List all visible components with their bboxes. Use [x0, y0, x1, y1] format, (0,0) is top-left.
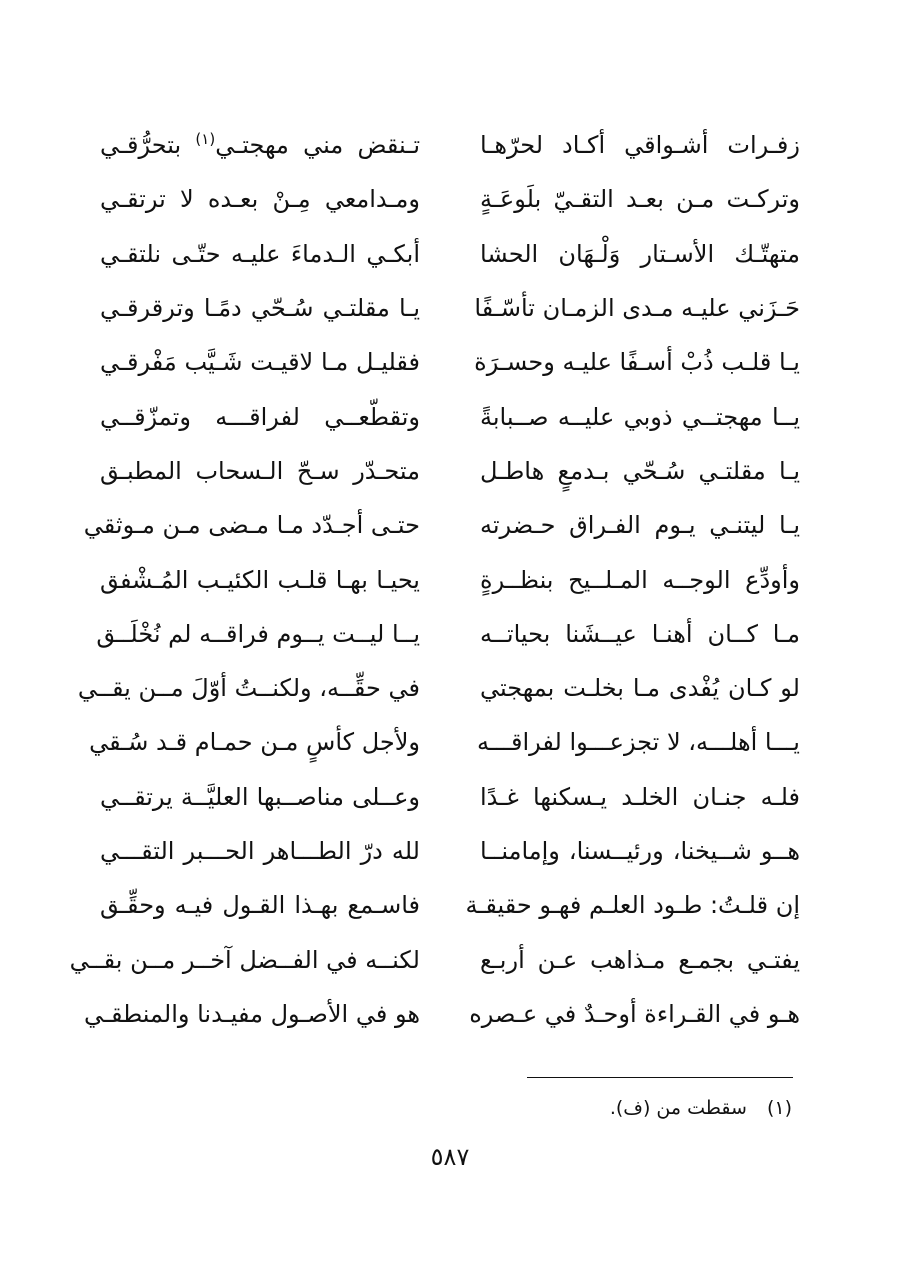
verse: [83, 987, 800, 1041]
second-hemistich: وتقطّعــي لفراقـــه وتمزّقــي: [100, 402, 420, 431]
verse: [100, 552, 800, 606]
first-hemistich: إن قلـتُ: طـود العلـم فهـو حقيقـة: [465, 891, 800, 920]
second-hemistich: فاسـمع بهـذا القـول فيـه وحقِّـق: [100, 891, 420, 920]
first-hemistich: يــا مهجتــي ذوبي عليــه صــبابةً: [480, 402, 800, 431]
footnote-text: سقطت من (ف).: [609, 1097, 747, 1119]
page-number: ٥٨٧: [430, 1143, 470, 1171]
first-hemistich: هـو في القـراءة أوحـدٌ في عـصره: [469, 999, 800, 1028]
verse: [89, 715, 800, 769]
verse: [69, 932, 800, 986]
verse: [77, 661, 800, 715]
second-hemistich: حتـى أجـدّد مـا مـضى مـن مـوثقي: [83, 511, 420, 540]
second-hemistich: يــا ليــت يــوم فراقــه لم نُخْلَــق: [96, 619, 420, 648]
first-hemistich: مـا كــان أهنـا عيــشَنا بحياتــه: [480, 619, 800, 648]
second-hemistich: متحـدّر سـحّ الـسحاب المطبـق: [100, 456, 420, 485]
second-hemistich: فقليـل مـا لاقيـت شَـيَّب مَفْرقـي: [100, 348, 420, 377]
verse: [100, 878, 800, 932]
second-hemistich: ومـدامعي مِـنْ بعـده لا ترتقـي: [100, 185, 420, 214]
footnote: [610, 1092, 792, 1124]
second-hemistich: لله درّ الطـــاهر الحـــبر التقـــي: [100, 837, 420, 865]
hemistich-text: تـنقض مني مهجتـي: [215, 131, 420, 160]
poem: [69, 118, 800, 1041]
first-hemistich: هــو شــيخنا، ورئيــسنا، وإمامنــا: [480, 837, 800, 865]
first-hemistich: لو كـان يُفْدى مـا بخلـت بمهجتي: [480, 674, 800, 703]
first-hemistich: يـــا أهلـــه، لا تجزعـــوا لفراقـــه: [477, 728, 800, 757]
first-hemistich: يـا ليتنـي يـوم الفـراق حـضرته: [480, 511, 800, 540]
verse: [100, 172, 800, 226]
second-hemistich: [100, 125, 420, 165]
second-hemistich: هو في الأصـول مفيـدنا والمنطقـي: [83, 999, 420, 1028]
verse: [96, 607, 800, 661]
footnote-number: (١): [766, 1097, 792, 1119]
first-hemistich: وأودِّع الوجــه المـلــيح بنظــرةٍ: [480, 565, 800, 594]
first-hemistich: زفـرات أشـواقي أكـاد لحرّهـا: [480, 131, 800, 160]
hemistich-text-end: بتحرُّقـي: [100, 131, 196, 160]
first-hemistich: يـا قلـب ذُبْ أسـفًا عليـه وحسـرَة: [474, 348, 800, 377]
verse: [100, 389, 800, 443]
first-hemistich: يـا مقلتـي سُـحّي بـدمعٍ هاطـل: [480, 456, 800, 485]
verse: [100, 444, 800, 498]
verse: [83, 498, 800, 552]
second-hemistich: لكنــه في الفــضل آخــر مــن بقــي: [69, 945, 420, 974]
verse: [100, 824, 800, 878]
second-hemistich: أبكـي الـدماءَ عليـه حتّـى نلتقـي: [100, 239, 420, 268]
verse: [100, 281, 800, 335]
verse: [100, 335, 800, 389]
first-hemistich: فلـه جنـان الخلـد يـسكنها غـدًا: [480, 782, 800, 811]
second-hemistich: ولأجل كأسٍ مـن حمـام قـد سُـقي: [89, 728, 420, 757]
footnote-marker: (١): [195, 130, 216, 149]
second-hemistich: في حقِّــه، ولكنــتُ أوّلَ مــن يقــي: [77, 674, 420, 703]
verse: [100, 227, 800, 281]
footnote-divider: [527, 1077, 793, 1078]
verse: [100, 118, 800, 172]
verse: [100, 770, 800, 824]
first-hemistich: حَـزَني عليـه مـدى الزمـان تأسّـفًا: [474, 294, 800, 323]
second-hemistich: وعــلى مناصــبها العليَّــة يرتقــي: [100, 782, 420, 811]
first-hemistich: متهتّـك الأسـتار وَلْـهَان الحشا: [480, 239, 800, 268]
first-hemistich: يفتـي بجمـع مـذاهب عـن أربـع: [480, 945, 800, 974]
first-hemistich: وتركـت مـن بعـد التقـيّ بلَوعَـةٍ: [480, 185, 800, 214]
second-hemistich: يحيـا بهـا قلـب الكئيـب المُـشْفق: [100, 565, 420, 594]
second-hemistich: يـا مقلتـي سُـحّي دمًـا وترقرقـي: [100, 294, 420, 323]
